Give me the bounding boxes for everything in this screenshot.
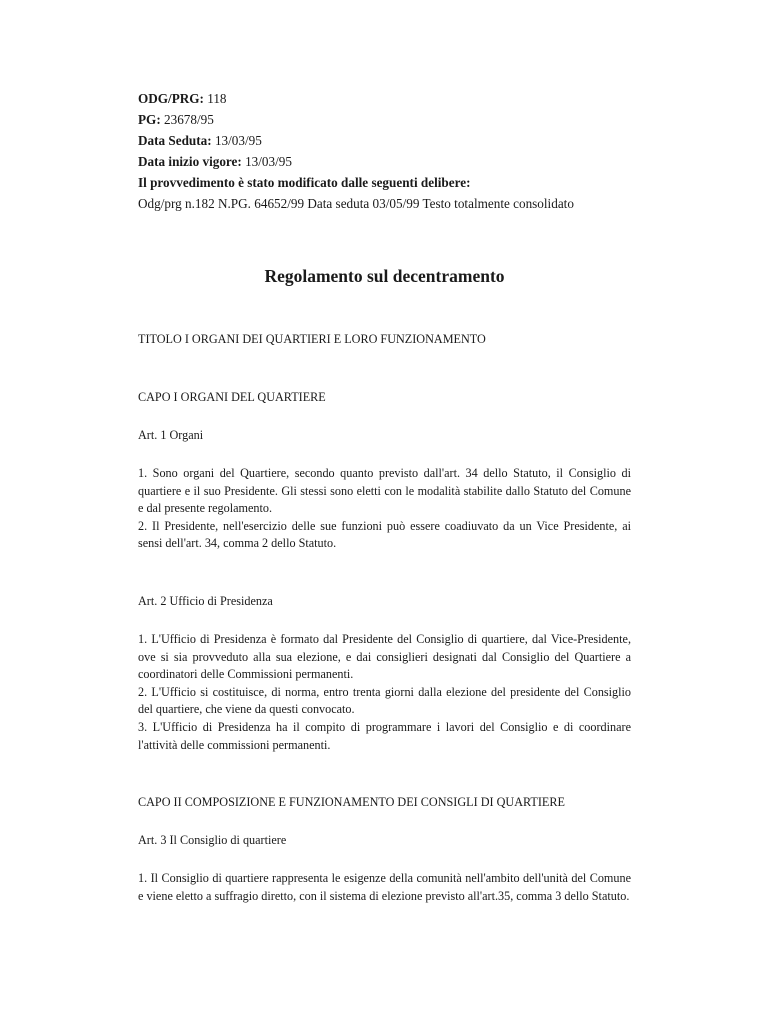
meta-seduta	[138, 130, 631, 151]
article-3-paragraph-1: 1. Il Consiglio di quartiere rappresenta le esigenze della comunità nell'ambito dell'unità del Comune e viene eletto a suffragio diretto, con il sistema di elezione previsto all'art.35, comma 3 dello Statuto.	[138, 871, 631, 903]
titolo-heading: TITOLO I ORGANI DEI QUARTIERI E LORO FUNZIONAMENTO	[138, 332, 486, 346]
meta-pg-value: 23678/95	[160, 112, 214, 127]
meta-seduta-label: Data Seduta:	[138, 133, 212, 148]
article-2-heading: Art. 2 Ufficio di Presidenza	[138, 593, 273, 608]
meta-seduta-value: 13/03/95	[211, 133, 262, 148]
capo-2-heading: CAPO II COMPOSIZIONE E FUNZIONAMENTO DEI CONSIGLI DI QUARTIERE	[138, 795, 565, 810]
meta-modified	[138, 172, 631, 193]
article-1-heading: Art. 1 Organi	[138, 428, 204, 442]
meta-odg-value: 118	[203, 91, 227, 106]
article-1-paragraph-2: 2. Il Presidente, nell'esercizio delle sue funzioni può essere coadiuvato da un Vice Presidente, ai sensi dell'art. 34, comma 2 dello Statuto.	[138, 518, 631, 551]
meta-pg-label: PG:	[138, 112, 161, 127]
article-2-paragraph-3: 3. L'Ufficio di Presidenza ha il compito di programmare i lavori del Consiglio e di coordinare l'attività delle commissioni permanenti.	[138, 719, 631, 752]
meta-odg-label: ODG/PRG:	[138, 91, 204, 106]
article-3-heading: Art. 3 Il Consiglio di quartiere	[138, 833, 287, 848]
meta-modified-label: Il provvedimento è stato modificato dalle seguenti delibere:	[138, 175, 471, 190]
meta-modified-text: Odg/prg n.182 N.PG. 64652/99 Data seduta 03/05/99 Testo totalmente consolidato	[138, 196, 574, 211]
meta-pg	[138, 109, 631, 130]
article-2-paragraph-1: 1. L'Ufficio di Presidenza è formato dal Presidente del Consiglio di quartiere, dal Vice-Presidente, ove si sia provveduto alla sua elezione, e dai consiglieri designati dal Consiglio del Quartiere a coordinatori delle Commissioni permanenti.	[138, 631, 631, 682]
article-1-paragraph-1: 1. Sono organi del Quartiere, secondo quanto previsto dall'art. 34 dello Statuto, il Consiglio di quartiere e il suo Presidente. Gli stessi sono eletti con le modalità stabilite dallo Statuto del Comune e dal presente regolamento.	[138, 466, 631, 516]
meta-vigore	[138, 151, 631, 172]
meta-vigore-label: Data inizio vigore:	[138, 154, 242, 169]
capo-1-heading: CAPO I ORGANI DEL QUARTIERE	[138, 390, 326, 404]
document-body	[138, 88, 631, 905]
article-2-paragraph-2: 2. L'Ufficio si costituisce, di norma, entro trenta giorni dalla elezione del presidente del Consiglio del quartiere, che viene da questi convocato.	[138, 684, 631, 717]
meta-vigore-value: 13/03/95	[241, 154, 292, 169]
document-title: Regolamento sul decentramento	[264, 266, 505, 286]
meta-odg	[138, 88, 631, 109]
